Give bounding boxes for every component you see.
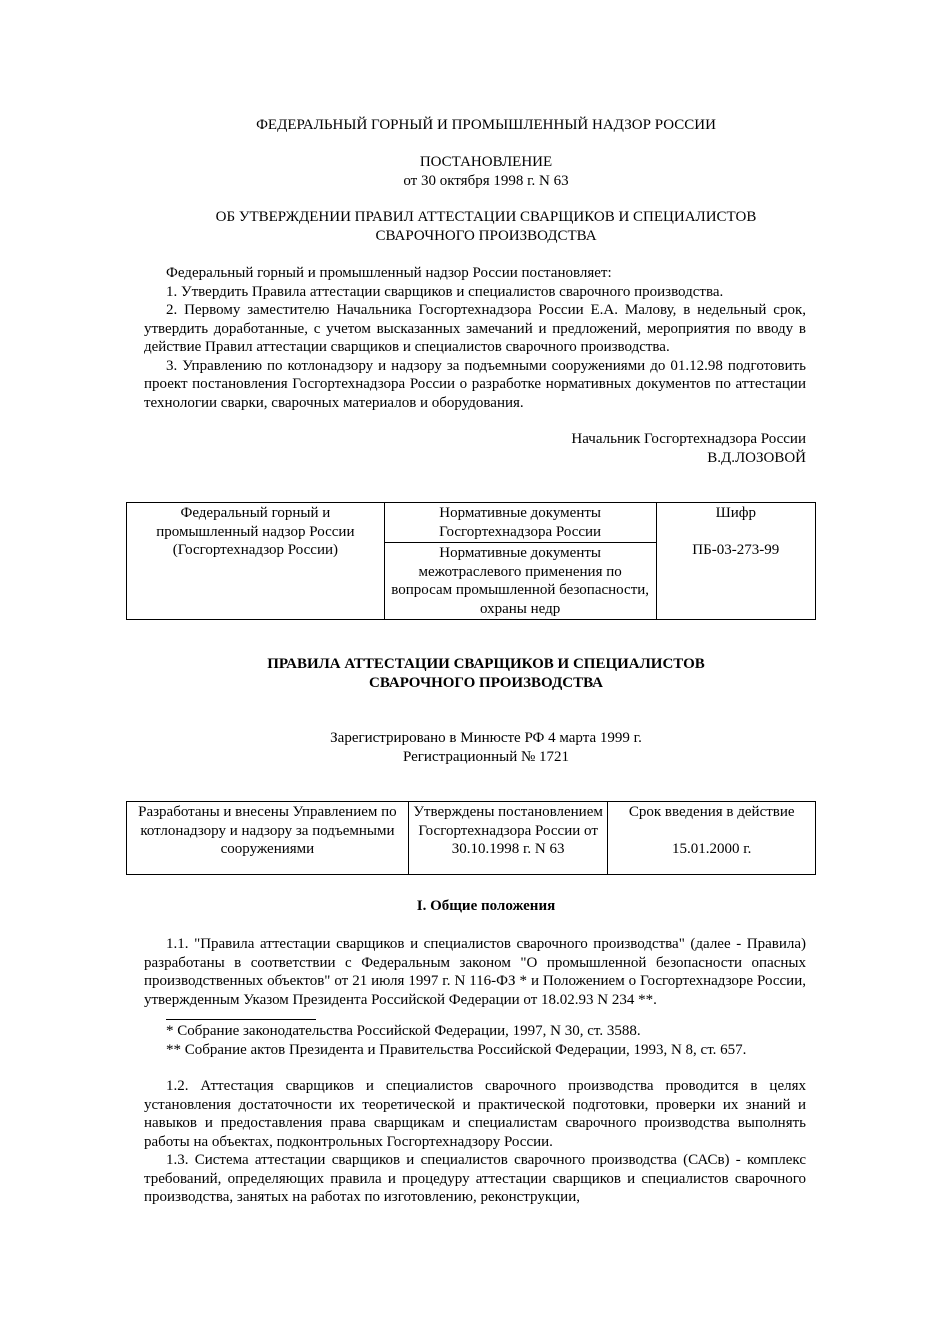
effective-label: Срок введения в действие	[628, 804, 795, 820]
subject-line-2: СВАРОЧНОГО ПРОИЗВОДСТВА	[375, 228, 597, 244]
doc-info-table	[126, 502, 816, 620]
effective-cell	[608, 802, 816, 875]
registered-text: Зарегистрировано в Минюсте РФ 4 марта 1999 г.	[330, 730, 642, 746]
effective-date: 15.01.2000 г.	[671, 840, 752, 857]
resolution-body	[144, 264, 806, 412]
approved-cell: Утверждены постановлением Госгортехнадзора России от 30.10.1998 г. N 63	[408, 802, 608, 875]
footnote-1: * Собрание законодательства Российской Федерации, 1997, N 30, ст. 3588.	[166, 1023, 641, 1039]
doc-date: от 30 октября 1998 г. N 63	[403, 173, 569, 189]
signature-name: В.Д.ЛОЗОВОЙ	[707, 450, 806, 466]
signature-title: Начальник Госгортехнадзора России	[571, 431, 806, 447]
rules-title-line-1: ПРАВИЛА АТТЕСТАЦИИ СВАРЩИКОВ И СПЕЦИАЛИСТОВ	[267, 656, 705, 672]
resolution-item-1: 1. Утвердить Правила аттестации сварщиков и специалистов сварочного производства.	[166, 283, 724, 300]
cipher-label: Шифр	[715, 505, 756, 521]
section-heading: I. Общие положения	[416, 898, 556, 914]
footnote-2: ** Собрание актов Президента и Правительства Российской Федерации, 1993, N 8, ст. 657.	[166, 1041, 747, 1058]
paragraph-1-3: 1.3. Система аттестации сварщиков и специалистов сварочного производства (САСв) - комплекс требований, определяющих правила и процедуру аттестации сварщиков и специалистов сварочного производства, занятых на работах по изготовлению, реконструкции,	[144, 1152, 806, 1205]
approval-table	[126, 801, 816, 875]
cipher-value: ПБ-03-273-99	[692, 541, 780, 558]
resolution-item-2: 2. Первому заместителю Начальника Госгортехнадзора России Е.А. Малову, в недельный срок, утвердить доработанные, с учетом высказанных замечаний и предложений, мероприятия по вводу в действие Правил аттестации сварщиков и специалистов сварочного производства.	[144, 302, 806, 355]
cipher-cell	[656, 503, 815, 620]
agency-title: ФЕДЕРАЛЬНЫЙ ГОРНЫЙ И ПРОМЫШЛЕННЫЙ НАДЗОР РОССИИ	[256, 117, 716, 133]
section-body	[144, 935, 806, 1207]
paragraph-1-2: 1.2. Аттестация сварщиков и специалистов сварочного производства проводится в целях установления достаточности их теоретической и практической подготовки, проверки их знаний и навыков и предоставления права сварщикам и специалистам сварочного производства выполнять работы на объектах, подконтрольных Госгортехнадзору России.	[144, 1078, 806, 1150]
rules-title-line-2: СВАРОЧНОГО ПРОИЗВОДСТВА	[369, 675, 603, 691]
developed-cell: Разработаны и внесены Управлением по котлонадзору и надзору за подъемными сооружениями	[127, 802, 409, 875]
docs-cell-1: Нормативные документы Госгортехнадзора России	[384, 503, 656, 543]
org-cell: Федеральный горный и промышленный надзор России (Госгортехнадзор России)	[127, 503, 385, 620]
registration-number: Регистрационный № 1721	[402, 749, 570, 765]
resolution-item-3: 3. Управлению по котлонадзору и надзору за подъемными сооружениями до 01.12.98 подготовить проект постановления Госгортехнадзора России о разработке нормативных документов по аттестации технологии сварки, сварочных материалов и оборудования.	[144, 357, 806, 411]
resolution-intro: Федеральный горный и промышленный надзор России постановляет:	[166, 265, 612, 281]
subject-line-1: ОБ УТВЕРЖДЕНИИ ПРАВИЛ АТТЕСТАЦИИ СВАРЩИКОВ И СПЕЦИАЛИСТОВ	[215, 209, 757, 225]
paragraph-1-1: 1.1. "Правила аттестации сварщиков и специалистов сварочного производства" (далее - Правила) разработаны в соответствии с Федеральным законом "О промышленной безопасности опасных производственных объектов" от 21 июля 1997 г. N 116-ФЗ * и Положением о Госгортехнадзоре России, утвержденным Указом Президента Российской Федерации от 18.02.93 N 234 **.	[144, 936, 806, 1008]
footnote-divider	[166, 1019, 316, 1020]
docs-cell-2: Нормативные документы межотраслевого применения по вопросам промышленной безопасности, охраны недр	[384, 543, 656, 620]
doc-type: ПОСТАНОВЛЕНИЕ	[419, 154, 553, 170]
